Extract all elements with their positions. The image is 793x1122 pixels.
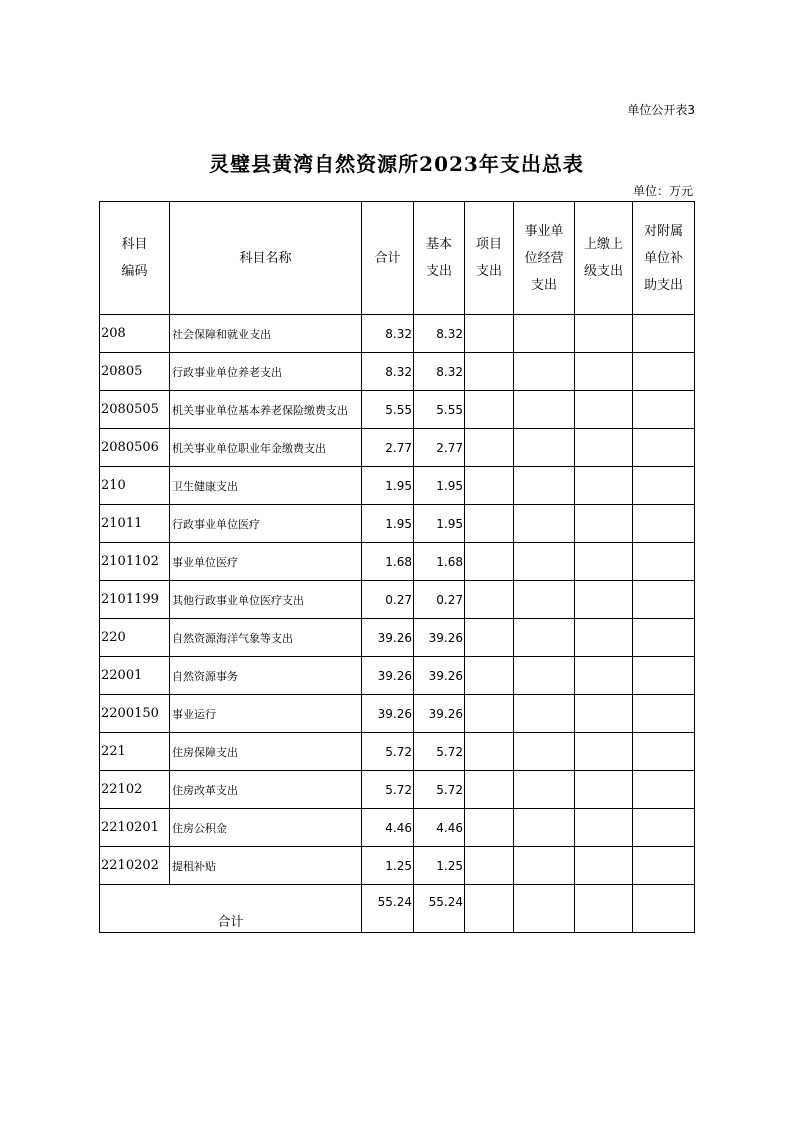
cell-subsidy	[633, 581, 695, 619]
cell-subsidy	[633, 847, 695, 885]
cell-business	[514, 809, 575, 847]
cell-upper	[575, 809, 633, 847]
cell-subsidy	[633, 353, 695, 391]
cell-code: 208	[100, 315, 170, 353]
cell-subsidy	[633, 733, 695, 771]
cell-project	[465, 505, 514, 543]
cell-code: 221	[100, 733, 170, 771]
cell-project	[465, 429, 514, 467]
col-header-business-line3: 支出	[530, 277, 557, 293]
col-header-project-line1: 项目	[475, 237, 502, 252]
total-basic: 55.24	[414, 885, 465, 933]
cell-total: 5.72	[362, 733, 414, 771]
cell-business	[514, 657, 575, 695]
table-row	[100, 771, 695, 809]
cell-name: 自然资源海洋气象等支出	[170, 619, 362, 657]
col-header-total-text: 合计	[374, 250, 401, 266]
cell-total: 4.46	[362, 809, 414, 847]
cell-project	[465, 581, 514, 619]
table-row	[100, 847, 695, 885]
cell-code: 21011	[100, 505, 170, 543]
table-row	[100, 695, 695, 733]
cell-upper	[575, 505, 633, 543]
cell-subsidy	[633, 771, 695, 809]
cell-basic: 39.26	[414, 619, 465, 657]
cell-total: 39.26	[362, 619, 414, 657]
col-header-upper-line2: 级支出	[583, 264, 623, 279]
cell-basic: 39.26	[414, 657, 465, 695]
cell-project	[465, 315, 514, 353]
total-project	[465, 885, 514, 933]
cell-business	[514, 771, 575, 809]
cell-upper	[575, 391, 633, 429]
expenditure-table	[99, 201, 695, 933]
col-header-basic-line1: 基本	[425, 237, 452, 252]
col-header-project	[465, 202, 514, 315]
cell-upper	[575, 581, 633, 619]
cell-business	[514, 353, 575, 391]
col-header-basic-line2: 支出	[425, 264, 452, 279]
cell-total: 2.77	[362, 429, 414, 467]
cell-total: 8.32	[362, 315, 414, 353]
cell-basic: 8.32	[414, 315, 465, 353]
cell-name: 事业单位医疗	[170, 543, 362, 581]
cell-code: 2210202	[100, 847, 170, 885]
cell-upper	[575, 429, 633, 467]
cell-upper	[575, 771, 633, 809]
cell-business	[514, 695, 575, 733]
cell-name: 社会保障和就业支出	[170, 315, 362, 353]
col-header-name	[170, 202, 362, 315]
cell-basic: 2.77	[414, 429, 465, 467]
cell-subsidy	[633, 315, 695, 353]
col-header-business-line1: 事业单	[524, 223, 564, 239]
cell-name: 住房保障支出	[170, 733, 362, 771]
cell-code: 220	[100, 619, 170, 657]
cell-basic: 5.72	[414, 733, 465, 771]
cell-basic: 1.25	[414, 847, 465, 885]
cell-project	[465, 809, 514, 847]
cell-business	[514, 467, 575, 505]
cell-name: 住房改革支出	[170, 771, 362, 809]
cell-basic: 0.27	[414, 581, 465, 619]
cell-total: 1.95	[362, 467, 414, 505]
cell-basic: 1.95	[414, 467, 465, 505]
cell-subsidy	[633, 657, 695, 695]
cell-name: 行政事业单位养老支出	[170, 353, 362, 391]
cell-project	[465, 733, 514, 771]
cell-subsidy	[633, 467, 695, 505]
cell-business	[514, 581, 575, 619]
cell-code: 22001	[100, 657, 170, 695]
col-header-business	[514, 202, 575, 315]
page-title: 灵璧县黄湾自然资源所2023年支出总表	[209, 152, 584, 176]
table-row	[100, 809, 695, 847]
cell-business	[514, 847, 575, 885]
cell-business	[514, 391, 575, 429]
cell-total: 39.26	[362, 695, 414, 733]
table-row	[100, 467, 695, 505]
col-header-basic	[414, 202, 465, 315]
cell-code: 210	[100, 467, 170, 505]
cell-code: 22102	[100, 771, 170, 809]
total-row	[100, 885, 695, 933]
cell-upper	[575, 543, 633, 581]
cell-project	[465, 619, 514, 657]
cell-subsidy	[633, 809, 695, 847]
col-header-code-line1: 科目	[121, 237, 148, 252]
cell-business	[514, 733, 575, 771]
cell-project	[465, 657, 514, 695]
cell-business	[514, 429, 575, 467]
cell-name: 提租补贴	[170, 847, 362, 885]
cell-upper	[575, 695, 633, 733]
cell-total: 1.25	[362, 847, 414, 885]
unit-label: 单位：万元	[632, 184, 693, 198]
col-header-upper	[575, 202, 633, 315]
cell-business	[514, 315, 575, 353]
col-header-business-line2: 位经营	[524, 250, 564, 266]
cell-business	[514, 505, 575, 543]
cell-upper	[575, 657, 633, 695]
table-header-row	[100, 202, 695, 315]
table-row	[100, 429, 695, 467]
cell-total: 0.27	[362, 581, 414, 619]
cell-basic: 5.72	[414, 771, 465, 809]
cell-upper	[575, 733, 633, 771]
cell-name: 卫生健康支出	[170, 467, 362, 505]
cell-code: 2200150	[100, 695, 170, 733]
cell-total: 5.55	[362, 391, 414, 429]
cell-project	[465, 543, 514, 581]
col-header-code-line2: 编码	[121, 264, 148, 279]
col-header-code	[100, 202, 170, 315]
cell-upper	[575, 315, 633, 353]
table-row	[100, 619, 695, 657]
table-row	[100, 391, 695, 429]
cell-basic: 1.68	[414, 543, 465, 581]
cell-project	[465, 695, 514, 733]
cell-subsidy	[633, 505, 695, 543]
cell-project	[465, 771, 514, 809]
cell-name: 其他行政事业单位医疗支出	[170, 581, 362, 619]
table-row	[100, 505, 695, 543]
cell-basic: 8.32	[414, 353, 465, 391]
cell-name: 住房公积金	[170, 809, 362, 847]
cell-total: 1.68	[362, 543, 414, 581]
cell-name: 机关事业单位职业年金缴费支出	[170, 429, 362, 467]
cell-upper	[575, 619, 633, 657]
cell-project	[465, 467, 514, 505]
table-row	[100, 315, 695, 353]
cell-upper	[575, 467, 633, 505]
total-label: 合计	[100, 885, 362, 933]
cell-code: 2080506	[100, 429, 170, 467]
cell-project	[465, 353, 514, 391]
cell-code: 2101102	[100, 543, 170, 581]
total-subsidy	[633, 885, 695, 933]
cell-project	[465, 847, 514, 885]
cell-code: 20805	[100, 353, 170, 391]
total-upper	[575, 885, 633, 933]
table-row	[100, 353, 695, 391]
cell-basic: 4.46	[414, 809, 465, 847]
cell-subsidy	[633, 391, 695, 429]
cell-subsidy	[633, 543, 695, 581]
col-header-project-line2: 支出	[475, 264, 502, 279]
cell-project	[465, 391, 514, 429]
col-header-subsidy	[633, 202, 695, 315]
total-business	[514, 885, 575, 933]
cell-basic: 39.26	[414, 695, 465, 733]
table-code-label: 单位公开表3	[627, 103, 695, 117]
cell-name: 自然资源事务	[170, 657, 362, 695]
cell-code: 2101199	[100, 581, 170, 619]
cell-subsidy	[633, 619, 695, 657]
cell-basic: 1.95	[414, 505, 465, 543]
cell-total: 5.72	[362, 771, 414, 809]
cell-upper	[575, 847, 633, 885]
col-header-name-text: 科目名称	[239, 250, 292, 266]
cell-business	[514, 619, 575, 657]
cell-upper	[575, 353, 633, 391]
cell-code: 2210201	[100, 809, 170, 847]
table-row	[100, 581, 695, 619]
cell-total: 39.26	[362, 657, 414, 695]
cell-total: 1.95	[362, 505, 414, 543]
col-header-subsidy-line1: 对附属	[643, 223, 683, 239]
cell-total: 8.32	[362, 353, 414, 391]
table-row	[100, 657, 695, 695]
table-row	[100, 543, 695, 581]
col-header-subsidy-line3: 助支出	[643, 277, 683, 293]
col-header-total	[362, 202, 414, 315]
cell-basic: 5.55	[414, 391, 465, 429]
cell-subsidy	[633, 695, 695, 733]
total-amount: 55.24	[362, 885, 414, 933]
cell-name: 机关事业单位基本养老保险缴费支出	[170, 391, 362, 429]
col-header-subsidy-line2: 单位补	[643, 250, 683, 266]
cell-name: 事业运行	[170, 695, 362, 733]
cell-subsidy	[633, 429, 695, 467]
cell-business	[514, 543, 575, 581]
table-row	[100, 733, 695, 771]
cell-code: 2080505	[100, 391, 170, 429]
cell-name: 行政事业单位医疗	[170, 505, 362, 543]
col-header-upper-line1: 上缴上	[583, 237, 623, 252]
